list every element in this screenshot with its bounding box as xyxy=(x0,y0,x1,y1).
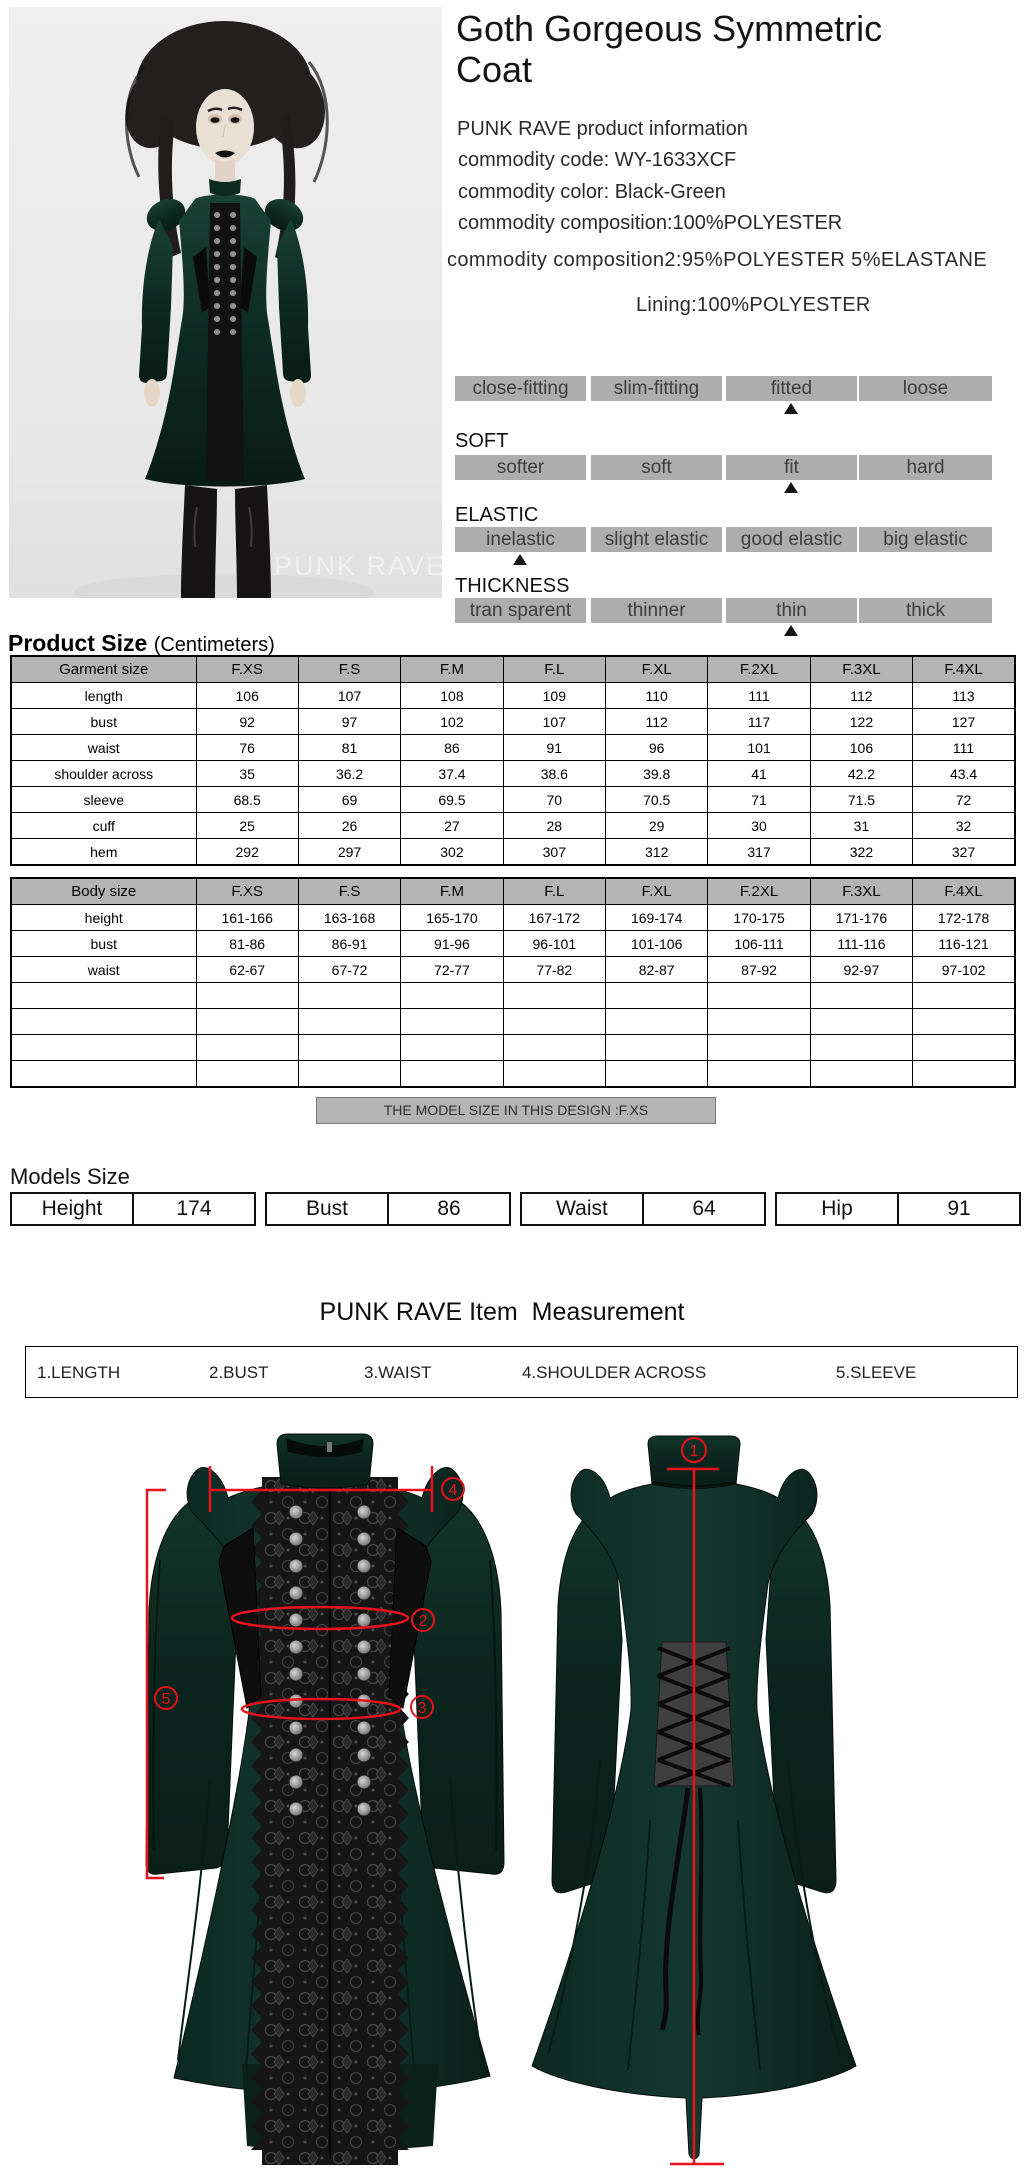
size-cell xyxy=(810,1061,912,1088)
size-cell xyxy=(298,1035,400,1061)
size-cell xyxy=(708,983,810,1009)
size-cell: 39.8 xyxy=(606,761,708,787)
size-cell: height xyxy=(11,905,196,931)
size-cell xyxy=(196,983,298,1009)
size-col-header: F.XL xyxy=(606,878,708,905)
size-col-header: Body size xyxy=(11,878,196,905)
fit-scale-cell: soft xyxy=(591,455,722,480)
size-col-header: F.XL xyxy=(606,656,708,683)
size-cell: 67-72 xyxy=(298,957,400,983)
coat-button xyxy=(357,1748,371,1762)
measurement-legend xyxy=(25,1346,1018,1398)
fit-scale-cell: thin xyxy=(726,598,857,623)
model-size-badge: THE MODEL SIZE IN THIS DESIGN :F.XS xyxy=(316,1097,716,1124)
size-cell xyxy=(606,1035,708,1061)
page-title xyxy=(456,8,1016,90)
size-table-row xyxy=(11,983,1015,1009)
size-table-row xyxy=(11,1009,1015,1035)
fit-marker-arrow xyxy=(513,554,527,565)
size-table-header-row xyxy=(11,656,1015,683)
coat-button xyxy=(357,1775,371,1789)
fit-scale-cell: inelastic xyxy=(455,527,586,552)
product-size-unit: (Centimeters) xyxy=(153,634,275,656)
size-cell xyxy=(503,983,605,1009)
size-cell xyxy=(913,1009,1015,1035)
size-cell: 42.2 xyxy=(810,761,912,787)
annotation-5: 5 xyxy=(161,1691,171,1708)
size-cell xyxy=(401,983,503,1009)
size-cell: 112 xyxy=(810,683,912,709)
product-info-line: commodity code: WY-1633XCF xyxy=(458,149,737,171)
size-cell xyxy=(11,983,196,1009)
size-table-row xyxy=(11,1061,1015,1088)
coat-button xyxy=(357,1586,371,1600)
models-size-entry xyxy=(10,1192,256,1226)
models-size-entry xyxy=(775,1192,1021,1226)
size-cell: 165-170 xyxy=(401,905,503,931)
size-cell: 96-101 xyxy=(503,931,605,957)
size-cell: 28 xyxy=(503,813,605,839)
fit-scale-cell: tran sparent xyxy=(455,598,586,623)
size-cell: 163-168 xyxy=(298,905,400,931)
size-cell xyxy=(503,1009,605,1035)
models-size-value: 91 xyxy=(897,1194,1019,1224)
size-cell xyxy=(810,1035,912,1061)
coat-button xyxy=(357,1559,371,1573)
measurement-legend-item: 1.LENGTH xyxy=(37,1363,121,1382)
size-cell: bust xyxy=(11,709,196,735)
size-cell: 116-121 xyxy=(913,931,1015,957)
size-cell xyxy=(401,1035,503,1061)
photo-watermark: PUNK RAVE xyxy=(273,551,442,581)
coat-button xyxy=(357,1505,371,1519)
fit-group-label: ELASTIC xyxy=(455,504,539,526)
size-col-header: F.2XL xyxy=(708,656,810,683)
size-cell xyxy=(196,1009,298,1035)
measurement-legend-item: 5.SLEEVE xyxy=(836,1363,917,1382)
fit-section xyxy=(455,376,992,656)
fit-scale-cell: thinner xyxy=(591,598,722,623)
size-table-row xyxy=(11,839,1015,866)
product-info-line: Lining:100%POLYESTER xyxy=(636,294,871,316)
size-cell: 86 xyxy=(401,735,503,761)
size-cell xyxy=(606,1009,708,1035)
annotation-1: 1 xyxy=(689,1443,699,1460)
fit-scale-cell: fit xyxy=(726,455,857,480)
measurement-illustration xyxy=(0,1400,1024,2176)
size-cell: 327 xyxy=(913,839,1015,866)
size-cell: 91-96 xyxy=(401,931,503,957)
size-table-row xyxy=(11,761,1015,787)
measurement-legend-item: 2.BUST xyxy=(209,1363,269,1382)
size-cell: bust xyxy=(11,931,196,957)
fit-scale-cell: hard xyxy=(859,455,992,480)
size-cell xyxy=(810,983,912,1009)
fit-scale-cell: fitted xyxy=(726,376,857,401)
size-cell: 92-97 xyxy=(810,957,912,983)
size-cell xyxy=(196,1035,298,1061)
size-cell: 69.5 xyxy=(401,787,503,813)
annotation-4: 4 xyxy=(448,1482,458,1499)
size-cell: 106-111 xyxy=(708,931,810,957)
size-cell xyxy=(606,1061,708,1088)
size-cell xyxy=(196,1061,298,1088)
size-cell: 101 xyxy=(708,735,810,761)
size-cell: 43.4 xyxy=(913,761,1015,787)
size-cell xyxy=(401,1009,503,1035)
size-cell: 97-102 xyxy=(913,957,1015,983)
size-cell: 172-178 xyxy=(913,905,1015,931)
coat-button xyxy=(289,1802,303,1816)
coat-button xyxy=(289,1532,303,1546)
coat-button xyxy=(357,1640,371,1654)
size-cell: 70.5 xyxy=(606,787,708,813)
fit-scale-cell: close-fitting xyxy=(455,376,586,401)
size-cell: 76 xyxy=(196,735,298,761)
size-col-header: F.S xyxy=(298,656,400,683)
models-size-heading: Models Size xyxy=(10,1164,130,1189)
size-cell: 87-92 xyxy=(708,957,810,983)
size-col-header: Garment size xyxy=(11,656,196,683)
size-cell: 81 xyxy=(298,735,400,761)
size-cell: 38.6 xyxy=(503,761,605,787)
size-cell: 82-87 xyxy=(606,957,708,983)
coat-button xyxy=(289,1694,303,1708)
measurement-legend-item: 3.WAIST xyxy=(364,1363,432,1382)
fit-group-label: SOFT xyxy=(455,430,509,452)
size-col-header: F.2XL xyxy=(708,878,810,905)
model-photo-illustration xyxy=(9,7,442,598)
size-cell xyxy=(298,1009,400,1035)
fit-marker-arrow xyxy=(784,625,798,636)
size-cell: 161-166 xyxy=(196,905,298,931)
measurement-legend-item: 4.SHOULDER ACROSS xyxy=(522,1363,707,1382)
models-size-label: Hip xyxy=(821,1197,853,1220)
size-col-header: F.L xyxy=(503,656,605,683)
size-table-header-row xyxy=(11,878,1015,905)
size-cell: 106 xyxy=(196,683,298,709)
coat-button xyxy=(289,1586,303,1600)
size-cell: 169-174 xyxy=(606,905,708,931)
fit-marker-arrow xyxy=(784,403,798,414)
size-col-header: F.S xyxy=(298,878,400,905)
measurement-title: PUNK RAVE Item Measurement xyxy=(319,1298,685,1326)
models-size-value: 86 xyxy=(387,1194,509,1224)
product-info-line: commodity color: Black-Green xyxy=(458,181,726,203)
size-cell: 41 xyxy=(708,761,810,787)
size-cell: 36.2 xyxy=(298,761,400,787)
fit-marker-arrow xyxy=(784,482,798,493)
models-size-label: Height xyxy=(41,1197,103,1220)
page-title-line2: Coat xyxy=(456,49,533,90)
models-size-label: Bust xyxy=(305,1197,349,1220)
size-cell: 91 xyxy=(503,735,605,761)
fit-scale-cell: slim-fitting xyxy=(591,376,722,401)
size-table-row xyxy=(11,683,1015,709)
size-cell xyxy=(503,1035,605,1061)
size-table-row xyxy=(11,709,1015,735)
size-col-header: F.3XL xyxy=(810,656,912,683)
size-cell: 31 xyxy=(810,813,912,839)
size-cell: 117 xyxy=(708,709,810,735)
size-cell: 170-175 xyxy=(708,905,810,931)
coat-button xyxy=(289,1613,303,1627)
size-table-row xyxy=(11,735,1015,761)
body-size-table xyxy=(10,877,1016,1088)
size-cell: 86-91 xyxy=(298,931,400,957)
size-table-row xyxy=(11,931,1015,957)
size-cell: 92 xyxy=(196,709,298,735)
size-cell: waist xyxy=(11,735,196,761)
size-cell: 127 xyxy=(913,709,1015,735)
size-table-row xyxy=(11,787,1015,813)
size-cell: 102 xyxy=(401,709,503,735)
models-size-label: Waist xyxy=(556,1197,608,1220)
coat-button xyxy=(357,1802,371,1816)
size-table-row xyxy=(11,957,1015,983)
size-cell: 71.5 xyxy=(810,787,912,813)
size-table-row xyxy=(11,1035,1015,1061)
size-cell: 96 xyxy=(606,735,708,761)
page-title-line1: Goth Gorgeous Symmetric xyxy=(456,8,883,49)
coat-button xyxy=(289,1667,303,1681)
fit-scale-cell: softer xyxy=(455,455,586,480)
product-info-line: commodity composition2:95%POLYESTER 5%ELASTANE xyxy=(447,249,988,271)
size-cell: 107 xyxy=(503,709,605,735)
models-size-value: 64 xyxy=(642,1194,764,1224)
size-cell xyxy=(913,983,1015,1009)
coat-button xyxy=(357,1613,371,1627)
size-cell xyxy=(913,1035,1015,1061)
size-cell: 97 xyxy=(298,709,400,735)
size-cell: 122 xyxy=(810,709,912,735)
models-size-entry xyxy=(520,1192,766,1226)
size-cell: 30 xyxy=(708,813,810,839)
size-cell: 72-77 xyxy=(401,957,503,983)
size-cell xyxy=(298,1061,400,1088)
size-cell: 37.4 xyxy=(401,761,503,787)
size-cell: 62-67 xyxy=(196,957,298,983)
size-col-header: F.XS xyxy=(196,878,298,905)
annotation-3: 3 xyxy=(417,1700,427,1717)
size-cell xyxy=(708,1035,810,1061)
size-cell xyxy=(401,1061,503,1088)
size-cell: 70 xyxy=(503,787,605,813)
coat-button xyxy=(289,1559,303,1573)
coat-button xyxy=(289,1748,303,1762)
coat-button xyxy=(289,1775,303,1789)
size-cell: 111-116 xyxy=(810,931,912,957)
size-table-row xyxy=(11,813,1015,839)
size-cell: 81-86 xyxy=(196,931,298,957)
fit-scale-cell: good elastic xyxy=(726,527,857,552)
front-coat-illustration xyxy=(146,1434,504,2165)
size-cell: 113 xyxy=(913,683,1015,709)
size-cell xyxy=(708,1061,810,1088)
size-col-header: F.M xyxy=(401,878,503,905)
coat-button xyxy=(289,1505,303,1519)
size-cell xyxy=(810,1009,912,1035)
coat-button xyxy=(357,1532,371,1546)
coat-measurement-diagram xyxy=(0,1400,1024,2176)
coat-button xyxy=(289,1721,303,1735)
size-cell: shoulder across xyxy=(11,761,196,787)
product-size-heading xyxy=(8,630,275,657)
coat-button xyxy=(357,1721,371,1735)
size-cell: 312 xyxy=(606,839,708,866)
size-cell: 27 xyxy=(401,813,503,839)
size-cell: 322 xyxy=(810,839,912,866)
size-cell: hem xyxy=(11,839,196,866)
model-coat xyxy=(139,179,311,487)
size-cell: 25 xyxy=(196,813,298,839)
models-size-table xyxy=(10,1192,1021,1226)
size-cell: 292 xyxy=(196,839,298,866)
size-cell: 29 xyxy=(606,813,708,839)
models-size-entry xyxy=(265,1192,511,1226)
size-cell: 111 xyxy=(913,735,1015,761)
garment-size-table xyxy=(10,655,1016,866)
size-cell: 297 xyxy=(298,839,400,866)
size-cell xyxy=(503,1061,605,1088)
annotation-2: 2 xyxy=(418,1613,428,1630)
size-cell: length xyxy=(11,683,196,709)
size-cell: 106 xyxy=(810,735,912,761)
product-size-heading-text: Product Size xyxy=(8,630,148,656)
product-photo xyxy=(9,7,442,598)
coat-button xyxy=(289,1640,303,1654)
size-cell xyxy=(913,1061,1015,1088)
size-cell: 171-176 xyxy=(810,905,912,931)
size-col-header: F.L xyxy=(503,878,605,905)
size-cell: 77-82 xyxy=(503,957,605,983)
size-cell xyxy=(11,1035,196,1061)
size-cell: 111 xyxy=(708,683,810,709)
size-cell: 167-172 xyxy=(503,905,605,931)
size-cell: waist xyxy=(11,957,196,983)
fit-scale-cell: slight elastic xyxy=(591,527,722,552)
size-col-header: F.XS xyxy=(196,656,298,683)
size-cell: 110 xyxy=(606,683,708,709)
size-cell xyxy=(11,1061,196,1088)
size-cell: 68.5 xyxy=(196,787,298,813)
size-col-header: F.4XL xyxy=(913,656,1015,683)
size-cell: sleeve xyxy=(11,787,196,813)
fit-scale-cell: loose xyxy=(859,376,992,401)
size-col-header: F.3XL xyxy=(810,878,912,905)
product-info-line: commodity composition:100%POLYESTER xyxy=(458,212,843,234)
size-cell: 109 xyxy=(503,683,605,709)
size-cell: 26 xyxy=(298,813,400,839)
models-size-value: 174 xyxy=(132,1194,254,1224)
fit-scale-cell: thick xyxy=(859,598,992,623)
size-cell: 35 xyxy=(196,761,298,787)
size-col-header: F.M xyxy=(401,656,503,683)
size-cell: cuff xyxy=(11,813,196,839)
size-cell: 101-106 xyxy=(606,931,708,957)
size-cell: 69 xyxy=(298,787,400,813)
size-cell xyxy=(298,983,400,1009)
size-cell: 317 xyxy=(708,839,810,866)
size-cell xyxy=(708,1009,810,1035)
size-cell: 112 xyxy=(606,709,708,735)
size-col-header: F.4XL xyxy=(913,878,1015,905)
fit-scale-cell: big elastic xyxy=(859,527,992,552)
coat-button xyxy=(357,1667,371,1681)
size-cell: 107 xyxy=(298,683,400,709)
product-info-line: PUNK RAVE product information xyxy=(457,118,748,140)
size-cell: 307 xyxy=(503,839,605,866)
size-table-row xyxy=(11,905,1015,931)
size-cell: 72 xyxy=(913,787,1015,813)
size-cell: 32 xyxy=(913,813,1015,839)
size-cell: 108 xyxy=(401,683,503,709)
size-cell xyxy=(606,983,708,1009)
fit-group-label: THICKNESS xyxy=(455,575,570,597)
size-cell: 71 xyxy=(708,787,810,813)
size-cell: 302 xyxy=(401,839,503,866)
size-cell xyxy=(11,1009,196,1035)
